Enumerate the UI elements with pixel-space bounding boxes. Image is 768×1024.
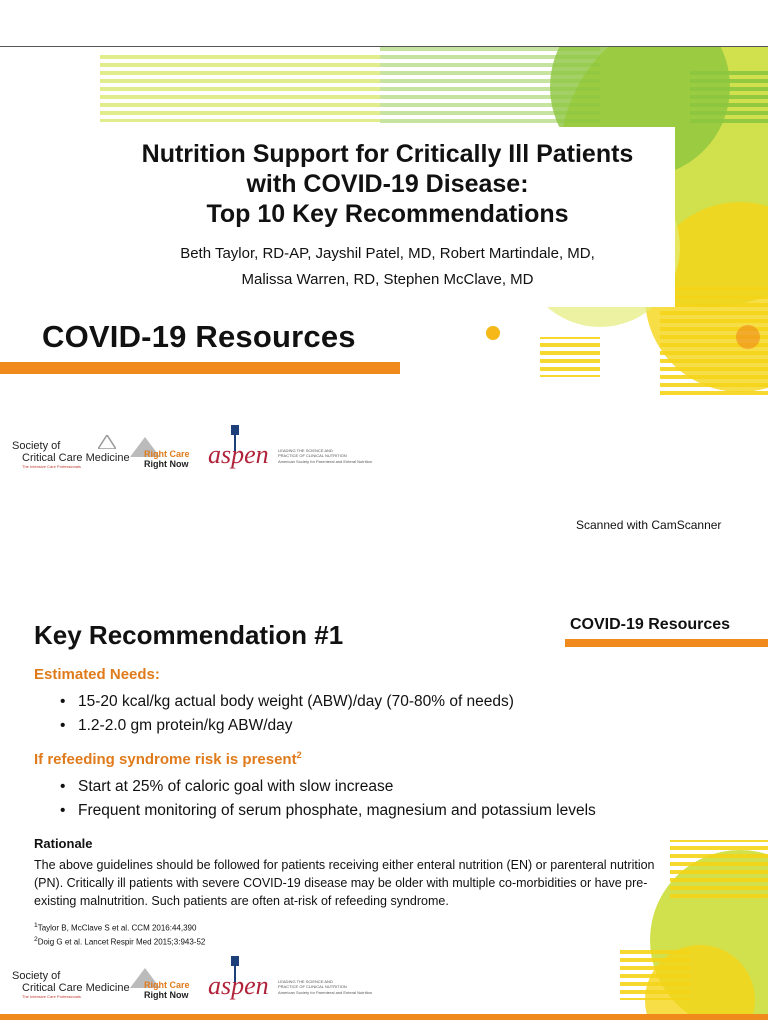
orange-header-bar [565, 639, 768, 647]
scanned-watermark: Scanned with CamScanner [576, 518, 722, 532]
sccm-society-text: Society of [12, 970, 61, 982]
authors-line-2: Malissa Warren, RD, Stephen McClave, MD [241, 271, 534, 288]
slide-title: Key Recommendation #1 [34, 620, 344, 650]
aspen-tagline-1: LEADING THE SCIENCE AND [278, 448, 333, 453]
reference-1 [34, 920, 205, 934]
estimated-needs-heading: Estimated Needs: [34, 666, 160, 683]
sccm-triangle-icon [98, 435, 116, 449]
reference-2 [34, 934, 205, 948]
ref-2-text: Doig G et al. Lancet Respir Med 2015;3:943-52 [37, 937, 206, 947]
rcrn-line-1: Right Care [144, 980, 190, 990]
refeeding-list [60, 775, 596, 823]
list-item: • 15-20 kcal/kg actual body weight (ABW)/day (70-80% of needs) [60, 690, 514, 714]
orange-underline-bar [0, 362, 400, 374]
ref-1-text: Taylor B, McClave S et al. CCM 2016:44,390 [37, 923, 197, 933]
resources-title: COVID-19 Resources [42, 319, 356, 354]
list-item: • 1.2-2.0 gm protein/kg ABW/day [60, 714, 514, 738]
needs-list [60, 690, 514, 738]
references [34, 920, 205, 947]
title-slide [0, 47, 768, 480]
resources-label: COVID-19 Resources [570, 616, 731, 633]
sccm-tagline-text: The Intensive Care Professionals [22, 464, 81, 469]
title-line-3: Top 10 Key Recommendations [206, 200, 569, 228]
ref-1-number: 1 [34, 922, 38, 929]
recommendation-slide [0, 590, 768, 1020]
aspen-tagline-1: LEADING THE SCIENCE AND [278, 979, 333, 984]
aspen-tagline-3: American Society for Parenteral and Enteral Nutrition [278, 459, 373, 464]
refeeding-heading [34, 750, 302, 768]
sccm-name-text: Critical Care Medicine [22, 452, 130, 464]
rcrn-line-2: Right Now [144, 990, 189, 1000]
list-item: • Frequent monitoring of serum phosphate, magnesium and potassium levels [60, 799, 596, 823]
authors-line-1: Beth Taylor, RD-AP, Jayshil Patel, MD, Robert Martindale, MD, [180, 245, 595, 262]
ref-2-number: 2 [34, 935, 38, 943]
top-margin [0, 0, 768, 47]
rationale-paragraph: The above guidelines should be followed for patients receiving either enteral nutrition (EN) or parenteral nutrition (PN). Critically ill patients with severe COVID-19 disease may be older with multiple co-morbidities or have pre-existing malnutrition. Such patients are often at-risk of refeeding syndrome. [34, 858, 655, 908]
rcrn-line-2: Right Now [144, 459, 189, 469]
rationale-heading: Rationale [34, 836, 93, 851]
sccm-society-text: Society of [12, 440, 61, 452]
sccm-tagline-text: The Intensive Care Professionals [22, 994, 81, 999]
sccm-name-text: Critical Care Medicine [22, 982, 130, 994]
title-line-1: Nutrition Support for Critically Ill Patients [141, 140, 634, 168]
aspen-logo-word: aspen [208, 440, 269, 469]
refeeding-superscript: 2 [296, 750, 302, 760]
aspen-tagline-2: PRACTICE OF CLINICAL NUTRITION [278, 453, 347, 458]
aspen-tagline-2: PRACTICE OF CLINICAL NUTRITION [278, 984, 347, 989]
rcrn-line-1: Right Care [144, 449, 190, 459]
title-line-2: with COVID-19 Disease: [246, 170, 529, 198]
aspen-logo-word: aspen [208, 971, 269, 1000]
aspen-tagline-3: American Society for Parenteral and Enteral Nutrition [278, 990, 373, 995]
refeeding-heading-text: If refeeding syndrome risk is present [34, 751, 297, 768]
title-box [100, 127, 675, 307]
orange-bottom-bar [0, 1014, 768, 1020]
list-item: • Start at 25% of caloric goal with slow increase [60, 775, 596, 799]
sccm-logo [12, 970, 130, 999]
